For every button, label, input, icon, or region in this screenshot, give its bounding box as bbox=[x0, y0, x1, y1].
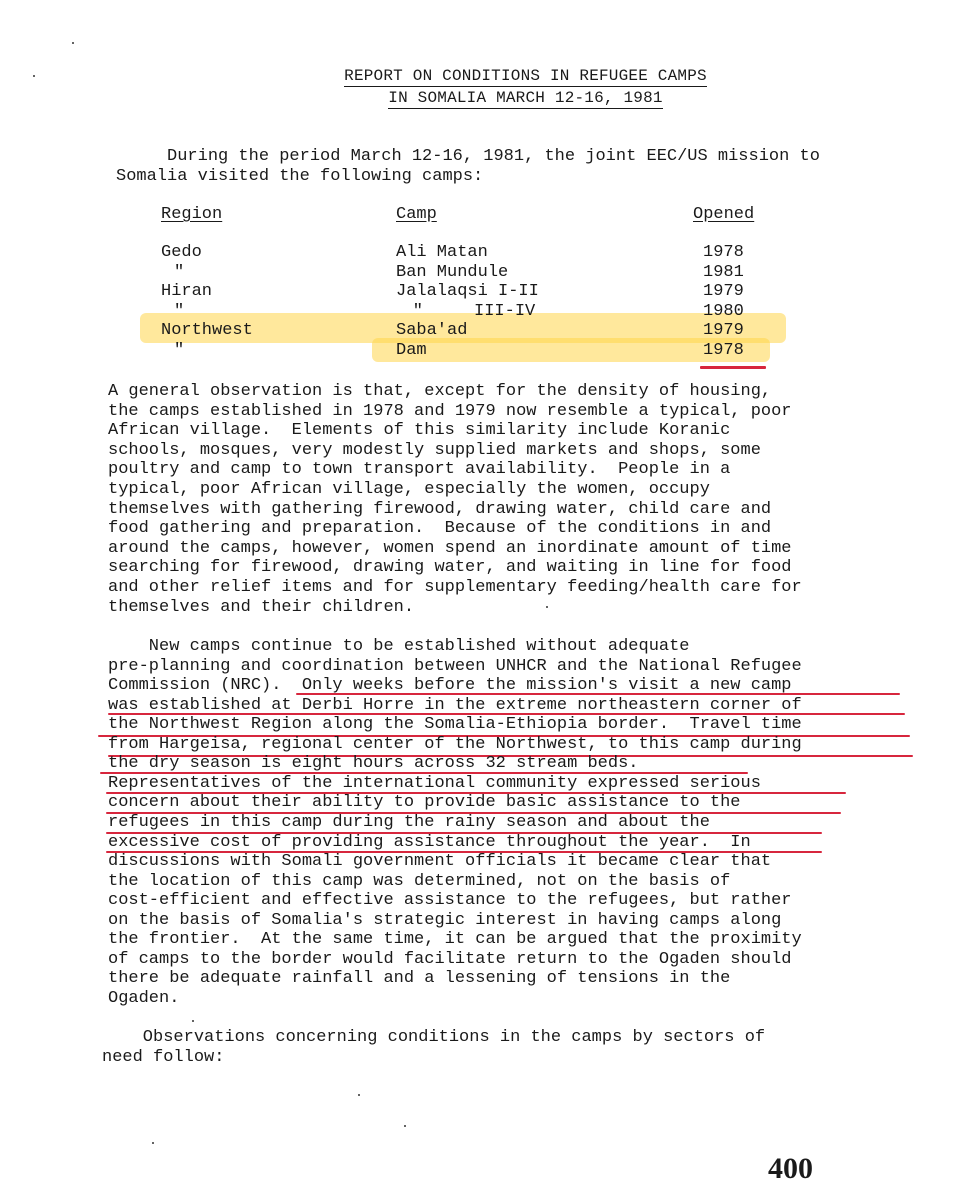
table-cell-region: " bbox=[174, 262, 185, 282]
text-line: schools, mosques, very modestly supplied markets and shops, some bbox=[108, 440, 761, 460]
text-line: Commission (NRC). Only weeks before the mission's visit a new camp bbox=[108, 676, 792, 696]
text-line: pre-planning and coordination between UNHCR and the National Refugee bbox=[108, 656, 802, 676]
column-header-region bbox=[161, 205, 222, 224]
text-line: Representatives of the international community expressed serious bbox=[108, 773, 761, 793]
table-cell-region: " bbox=[174, 340, 185, 360]
text-line: excessive cost of providing assistance throughout the year. In bbox=[108, 832, 751, 852]
scan-speck bbox=[72, 42, 74, 44]
text-line: poultry and camp to town transport availability. People in a bbox=[108, 460, 731, 480]
red-underline-dam-year bbox=[700, 366, 766, 369]
table-cell-region: " bbox=[174, 301, 185, 321]
scan-speck bbox=[192, 1020, 194, 1022]
table-cell-region: Hiran bbox=[161, 282, 213, 301]
table-cell-opened: 1978 bbox=[703, 243, 744, 262]
text-line: typical, poor African village, especially the women, occupy bbox=[108, 480, 710, 499]
page-number: 400 bbox=[768, 1152, 813, 1185]
column-header-camp bbox=[396, 205, 437, 224]
text-line: Somalia visited the following camps: bbox=[116, 167, 484, 186]
column-header-label: Camp bbox=[396, 205, 437, 224]
text-line: Ogaden. bbox=[108, 988, 180, 1008]
text-line: the camps established in 1978 and 1979 now resemble a typical, poor bbox=[108, 401, 792, 421]
text-line: the location of this camp was determined, not on the basis of bbox=[108, 871, 731, 891]
table-cell-camp: " III-IV bbox=[372, 301, 536, 321]
table-cell-opened: 1980 bbox=[703, 301, 744, 321]
text-line: the frontier. At the same time, it can be argued that the proximity bbox=[108, 930, 802, 950]
text-line: of camps to the border would facilitate return to the Ogaden should bbox=[108, 949, 792, 969]
text-line: was established at Derbi Horre in the extreme northeastern corner of bbox=[108, 695, 802, 715]
text-line: themselves with gathering firewood, drawing water, child care and bbox=[108, 499, 772, 519]
table-cell-region: Gedo bbox=[161, 243, 202, 262]
scan-speck bbox=[358, 1094, 360, 1096]
text-line: and other relief items and for supplementary feeding/health care for bbox=[108, 578, 802, 597]
text-line: need follow: bbox=[102, 1047, 225, 1067]
column-header-label: Opened bbox=[693, 205, 755, 224]
table-cell-opened: 1979 bbox=[703, 321, 744, 340]
table-cell-opened: 1981 bbox=[703, 262, 744, 282]
text-line: the Northwest Region along the Somalia-Ethiopia border. Travel time bbox=[108, 715, 802, 735]
text-line: food gathering and preparation. Because of the conditions in and bbox=[108, 519, 772, 539]
report-title-line-2: IN SOMALIA MARCH 12-16, 1981 bbox=[388, 89, 663, 107]
text-line: there be adequate rainfall and a lessening of tensions in the bbox=[108, 969, 731, 989]
text-line: cost-efficient and effective assistance to the refugees, but rather bbox=[108, 891, 792, 911]
text-line: concern about their ability to provide basic assistance to the bbox=[108, 793, 741, 813]
text-line: During the period March 12-16, 1981, the joint EEC/US mission to bbox=[116, 147, 820, 166]
table-cell-camp: Ali Matan bbox=[396, 243, 488, 262]
text-line: A general observation is that, except for the density of housing, bbox=[108, 382, 772, 401]
scan-speck bbox=[152, 1142, 154, 1144]
text-line: the dry season is eight hours across 32 stream beds. bbox=[108, 754, 639, 774]
table-cell-opened: 1978 bbox=[703, 340, 744, 360]
table-cell-camp: Jalalaqsi I-II bbox=[396, 282, 539, 301]
report-title-line-1: REPORT ON CONDITIONS IN REFUGEE CAMPS bbox=[344, 67, 707, 85]
text-line: themselves and their children. bbox=[108, 597, 415, 617]
table-cell-region: Northwest bbox=[161, 321, 253, 340]
text-line: discussions with Somali government officials it became clear that bbox=[108, 852, 772, 872]
column-header-opened bbox=[693, 205, 754, 224]
text-line: on the basis of Somalia's strategic interest in having camps along bbox=[108, 910, 782, 930]
text-line: Observations concerning conditions in the camps by sectors of bbox=[102, 1028, 766, 1047]
text-line: from Hargeisa, regional center of the Northwest, to this camp during bbox=[108, 734, 802, 754]
text-line: New camps continue to be established without adequate bbox=[108, 637, 690, 656]
scan-speck bbox=[404, 1125, 406, 1127]
table-cell-camp: Dam bbox=[396, 340, 427, 360]
scan-speck bbox=[33, 75, 35, 77]
table-cell-opened: 1979 bbox=[703, 282, 744, 301]
text-line: African village. Elements of this similarity include Koranic bbox=[108, 421, 731, 441]
text-line: around the camps, however, women spend an inordinate amount of time bbox=[108, 538, 792, 558]
scan-speck bbox=[546, 606, 548, 608]
table-cell-camp: Saba'ad bbox=[396, 321, 468, 340]
table-cell-camp: Ban Mundule bbox=[396, 262, 509, 282]
column-header-label: Region bbox=[161, 205, 223, 224]
text-line: searching for firewood, drawing water, and waiting in line for food bbox=[108, 558, 792, 578]
text-line: refugees in this camp during the rainy season and about the bbox=[108, 812, 710, 832]
